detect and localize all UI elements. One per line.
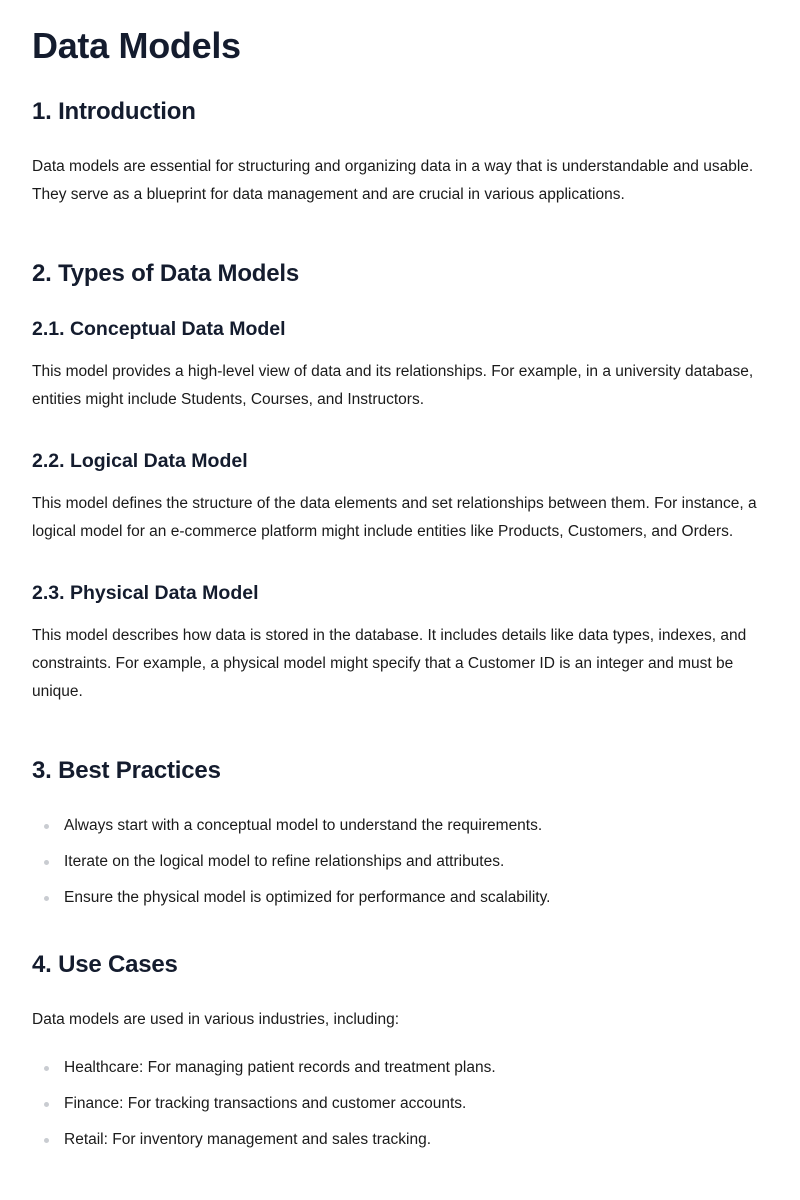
conceptual-paragraph: This model provides a high-level view of data and its relationships. For example, in a university database, entities might include Students, Courses, and Instructors. <box>32 363 754 408</box>
section-types <box>32 259 768 706</box>
logical-paragraph: This model defines the structure of the data elements and set relationships between them. For instance, a logical model for an e-commerce platform might include entities like Products, Customers, and Orders. <box>32 495 757 540</box>
subsection-heading-logical: 2.2. Logical Data Model <box>32 450 248 472</box>
subsection-heading-physical: 2.3. Physical Data Model <box>32 582 259 604</box>
physical-paragraph: This model describes how data is stored in the database. It includes details like data types, indexes, and constraints. For example, a physical model might specify that a Customer ID is an integer and must be unique. <box>32 627 747 700</box>
section-use-cases <box>32 950 768 1152</box>
section-heading-introduction: 1. Introduction <box>32 98 196 125</box>
page-title: Data Models <box>32 25 241 66</box>
use-cases-intro: Data models are used in various industries, including: <box>32 1011 400 1028</box>
section-heading-use-cases: 4. Use Cases <box>32 951 178 978</box>
list-item: Retail: For inventory management and sales tracking. <box>32 1128 768 1152</box>
list-item: Always start with a conceptual model to understand the requirements. <box>32 814 768 838</box>
list-item: Finance: For tracking transactions and customer accounts. <box>32 1092 768 1116</box>
subsection-heading-conceptual: 2.1. Conceptual Data Model <box>32 318 286 340</box>
use-cases-list <box>32 1056 768 1152</box>
list-item: Ensure the physical model is optimized for performance and scalability. <box>32 886 768 910</box>
introduction-paragraph: Data models are essential for structuring and organizing data in a way that is understandable and usable. They serve as a blueprint for data management and are crucial in various applications. <box>32 158 754 203</box>
list-item: Healthcare: For managing patient records and treatment plans. <box>32 1056 768 1080</box>
section-introduction <box>32 97 768 209</box>
best-practices-list <box>32 814 768 910</box>
list-item: Iterate on the logical model to refine relationships and attributes. <box>32 850 768 874</box>
section-heading-types: 2. Types of Data Models <box>32 260 300 287</box>
section-heading-best-practices: 3. Best Practices <box>32 757 221 784</box>
section-best-practices <box>32 756 768 910</box>
